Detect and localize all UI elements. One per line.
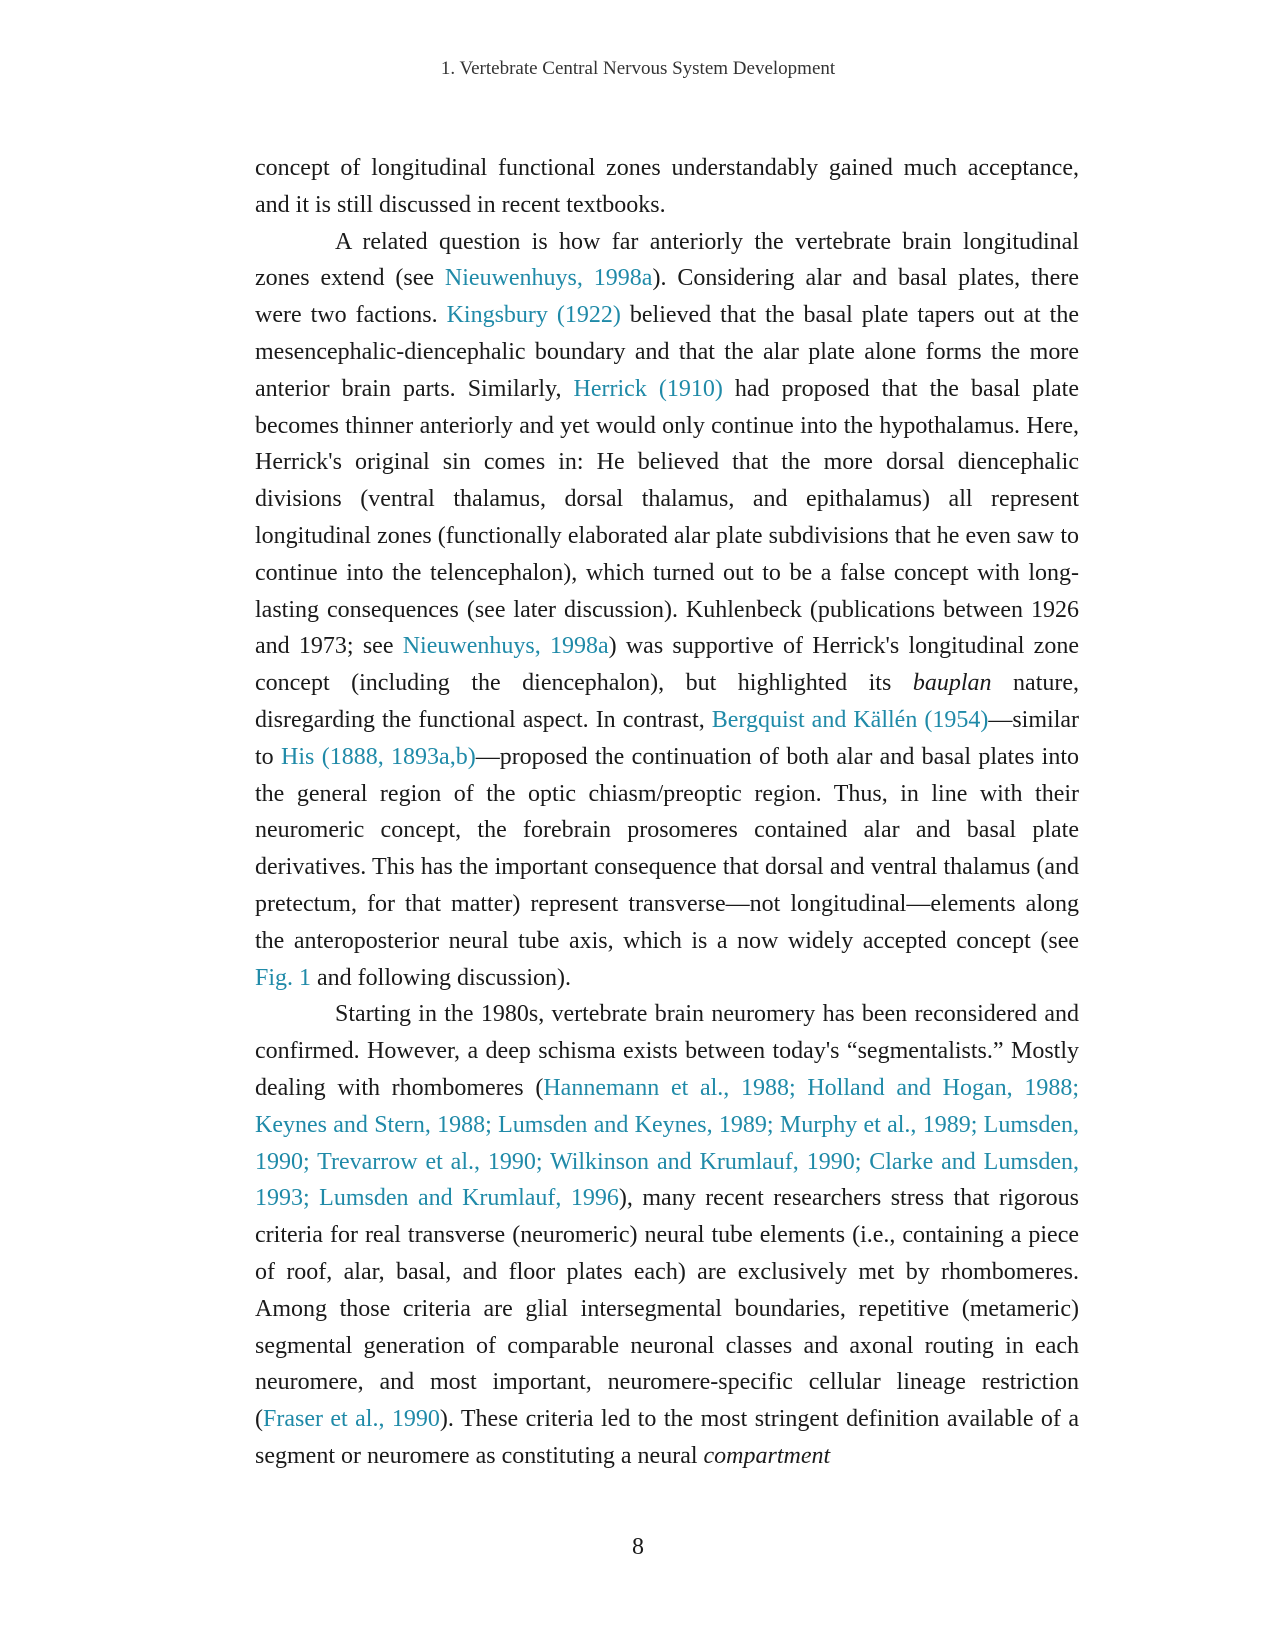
text-run: ). Considering alar and basal plates, there were two factions. bbox=[255, 265, 1079, 329]
running-head: 1. Vertebrate Central Nervous System Development bbox=[440, 58, 836, 79]
text-run: A related question is how far anteriorly the vertebrate brain longitudinal zones extend (see bbox=[255, 228, 1079, 292]
text-run: and following discussion). bbox=[311, 964, 571, 991]
italic-term: bauplan bbox=[912, 670, 992, 697]
text-run: —similar to bbox=[255, 706, 1079, 770]
citation-link[interactable]: Herrick (1910) bbox=[573, 375, 723, 402]
citation-link[interactable]: Nieuwenhuys, 1998a bbox=[444, 265, 653, 292]
text-run: had proposed that the basal plate becomes thinner anteriorly and yet would only continue into the hypothalamus. Here, Herrick's original sin comes in: He believed that the more dorsal diencephalic divisions (ventral thalamus, dorsal thalamus, and epithalamus) all represent longitudinal zones (functionally elaborated alar plate subdivisions that he even saw to continue into the telencephalon), which turned out to be a false concept with long-lasting consequences (see later discussion). Kuhlenbeck (publications between 1926 and 1973; see bbox=[255, 375, 1079, 660]
citation-link[interactable]: His (1888, 1893a,b) bbox=[281, 743, 476, 770]
text-run: Starting in the 1980s, vertebrate brain neuromery has been reconsidered and confirmed. However, a deep schisma exists between today's “segmentalists.” Mostly dealing with rhombomeres ( bbox=[255, 1001, 1079, 1101]
italic-term: compartment bbox=[703, 1442, 831, 1469]
page-number: 8 bbox=[632, 1534, 644, 1560]
paragraph-3 bbox=[255, 996, 1079, 1474]
citation-link[interactable]: Hannemann et al., 1988; Holland and Hogan, 1988; Keynes and Stern, 1988; Lumsden and Keynes, 1989; Murphy et al., 1989; Lumsden, 1990; Trevarrow et al., 1990; Wilkinson and Krumlauf, 1990; Clarke and Lumsden, 1993; Lumsden and Krumlauf, 1996 bbox=[255, 1074, 1080, 1212]
paragraph-2 bbox=[255, 224, 1079, 997]
text-run: ). These criteria led to the most stringent definition available of a segment or neuromere as constituting a neural bbox=[255, 1406, 1079, 1469]
text-run: ) was supportive of Herrick's longitudinal zone concept (including the diencephalon), but highlighted its bbox=[255, 633, 1079, 697]
citation-link[interactable]: Kingsbury (1922) bbox=[446, 302, 621, 329]
text-run: —proposed the continuation of both alar and basal plates into the general region of the optic chiasm/preoptic region. Thus, in line with their neuromeric concept, the forebrain prosomeres contained alar and basal plate derivatives. This has the important consequence that dorsal and ventral thalamus (and pretectum, for that matter) represent transverse—not longitudinal—elements along the anteroposterior neural tube axis, which is a now widely accepted concept (see bbox=[255, 743, 1079, 954]
text-run: believed that the basal plate tapers out at the mesencephalic-diencephalic boundary and that the alar plate alone forms the more anterior brain parts. Similarly, bbox=[255, 302, 1079, 402]
citation-link[interactable]: Nieuwenhuys, 1998a bbox=[402, 633, 609, 660]
citation-link[interactable]: Bergquist and Källén (1954) bbox=[711, 706, 989, 733]
body-text bbox=[255, 150, 1079, 1475]
text-run: nature, disregarding the functional aspect. In contrast, bbox=[255, 670, 1079, 733]
citation-link[interactable]: Fraser et al., 1990 bbox=[263, 1406, 440, 1433]
citation-link[interactable]: Fig. 1 bbox=[255, 964, 312, 991]
text-run: ), many recent researchers stress that rigorous criteria for real transverse (neuromeric) neural tube elements (i.e., containing a piece of roof, alar, basal, and floor plates each) are exclusively met by rhombomeres. Among those criteria are glial intersegmental boundaries, repetitive (metameric) segmental generation of comparable neuronal classes and axonal routing in each neuromere, and most important, neuromere-specific cellular lineage restriction ( bbox=[255, 1185, 1079, 1433]
paragraph-1 bbox=[255, 150, 1079, 224]
text-run: concept of longitudinal functional zones understandably gained much acceptance, and it is still discussed in recent textbooks. bbox=[255, 155, 1079, 218]
